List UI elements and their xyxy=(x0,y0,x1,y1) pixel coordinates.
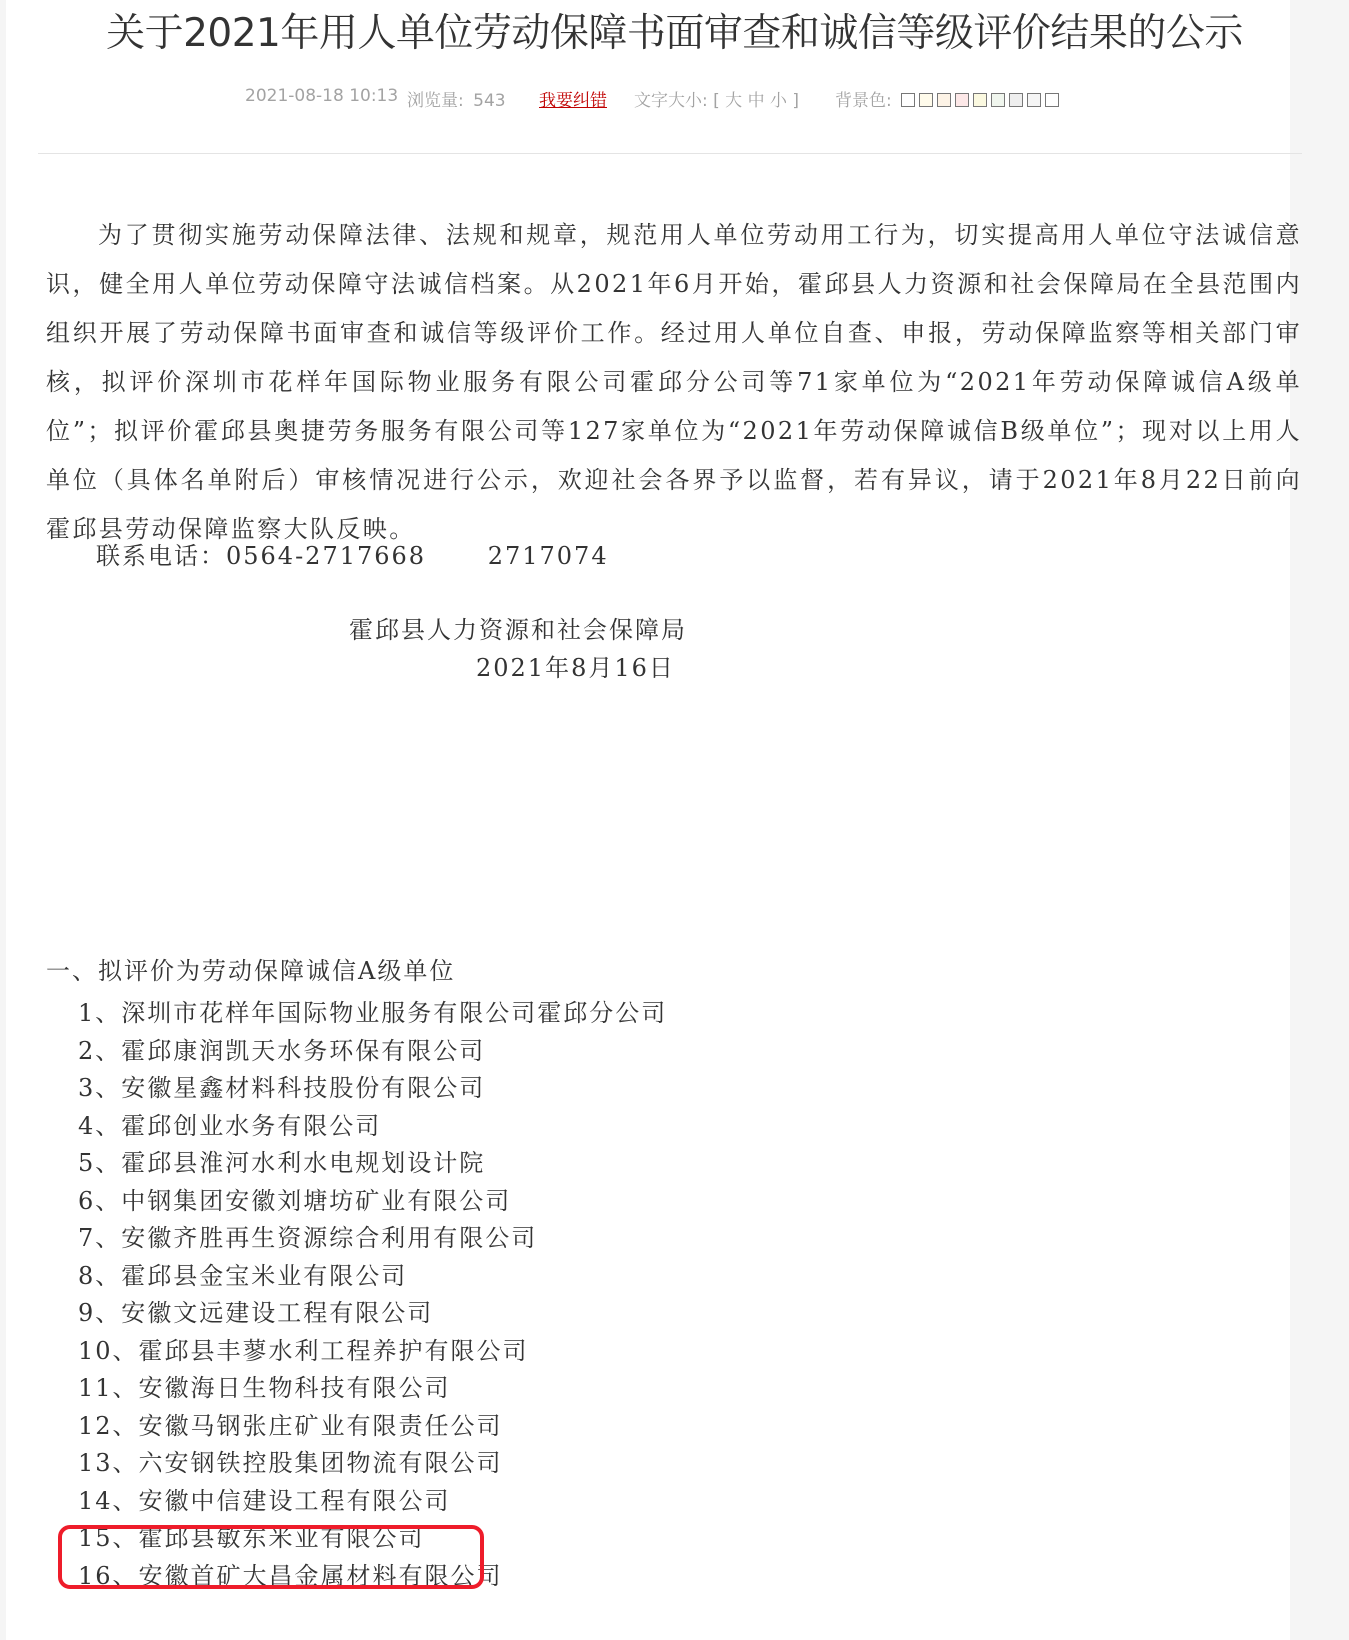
sign-date: 2021年8月16日 xyxy=(476,654,675,682)
correction-link[interactable]: 我要纠错 xyxy=(539,91,607,111)
body-paragraph: 为了贯彻实施劳动保障法律、法规和规章，规范用人单位劳动用工行为，切实提高用人单位守法诚信意识，健全用人单位劳动保障守法诚信档案。从2021年6月开始，霍邱县人力资源和社会保障局在全县范围内组织开展了劳动保障书面审查和诚信等级评价工作。经过用人单位自查、申报，劳动保障监察等相关部门审核，拟评价深圳市花样年国际物业服务有限公司霍邱分公司等71家单位为“2021年劳动保障诚信A级单位”；拟评价霍邱县奥捷劳务服务有限公司等127家单位为“2021年劳动保障诚信B级单位”；现对以上用人单位（具体名单附后）审核情况进行公示，欢迎社会各界予以监督，若有异议，请于2021年8月22日前向霍邱县劳动保障监察大队反映。 xyxy=(46,221,1302,543)
bg-color-label: 背景色: xyxy=(835,91,892,111)
list-item: 7、安徽齐胜再生资源综合利用有限公司 xyxy=(78,1224,538,1252)
list-item: 3、安徽星鑫材料科技股份有限公司 xyxy=(78,1074,486,1102)
list-item: 10、霍邱县丰蓼水利工程养护有限公司 xyxy=(78,1336,529,1365)
list-item: 15、霍邱县敏东米业有限公司 xyxy=(78,1524,425,1552)
article-title: 关于2021年用人单位劳动保障书面审查和诚信等级评价结果的公示 xyxy=(106,11,1243,56)
bg-color-swatch[interactable] xyxy=(955,93,969,107)
bg-color-swatch[interactable] xyxy=(919,93,933,107)
highlight-box xyxy=(58,1525,484,1589)
list-item: 2、霍邱康润凯天水务环保有限公司 xyxy=(78,1036,486,1065)
views-label: 浏览量: xyxy=(407,91,464,111)
list-item: 14、安徽中信建设工程有限公司 xyxy=(78,1486,451,1515)
bg-color-swatches xyxy=(897,91,1059,111)
list-item: 8、霍邱县金宝米业有限公司 xyxy=(78,1261,408,1290)
publish-date: 2021-08-18 10:13 xyxy=(245,86,399,106)
font-size-controls xyxy=(634,86,799,110)
list-item: 11、安徽海日生物科技有限公司 xyxy=(78,1374,451,1402)
font-size-large[interactable]: 大 xyxy=(725,91,743,111)
bg-color-swatch[interactable] xyxy=(1027,93,1041,107)
bg-color-swatch[interactable] xyxy=(1045,93,1059,107)
list-item: 12、安徽马钢张庄矿业有限责任公司 xyxy=(78,1411,503,1440)
contact-line: 联系电话：0564-2717668 2717074 xyxy=(96,542,609,570)
bg-color-controls xyxy=(835,86,1059,110)
font-size-small[interactable]: 小 xyxy=(769,91,787,111)
bg-color-swatch[interactable] xyxy=(901,93,915,107)
bg-color-swatch[interactable] xyxy=(991,93,1005,107)
bg-color-swatch[interactable] xyxy=(937,93,951,107)
divider xyxy=(38,153,1302,154)
section-heading: 一、拟评价为劳动保障诚信A级单位 xyxy=(46,957,456,985)
views-count xyxy=(407,86,506,110)
list-item: 13、六安钢铁控股集团物流有限公司 xyxy=(78,1449,503,1477)
list-item: 16、安徽首矿大昌金属材料有限公司 xyxy=(78,1561,503,1590)
list-item: 4、霍邱创业水务有限公司 xyxy=(78,1111,382,1140)
bg-color-swatch[interactable] xyxy=(1009,93,1023,107)
list-item: 1、深圳市花样年国际物业服务有限公司霍邱分公司 xyxy=(78,999,668,1027)
font-size-label: 文字大小: [ xyxy=(634,91,720,111)
list-item: 5、霍邱县淮河水利水电规划设计院 xyxy=(78,1149,486,1177)
font-size-close: ] xyxy=(792,91,800,111)
views-value: 543 xyxy=(473,91,506,111)
bg-color-swatch[interactable] xyxy=(973,93,987,107)
list-item: 6、中钢集团安徽刘塘坊矿业有限公司 xyxy=(78,1186,512,1215)
list-item: 9、安徽文远建设工程有限公司 xyxy=(78,1299,434,1327)
signature: 霍邱县人力资源和社会保障局 xyxy=(349,616,687,644)
font-size-medium[interactable]: 中 xyxy=(747,91,765,111)
